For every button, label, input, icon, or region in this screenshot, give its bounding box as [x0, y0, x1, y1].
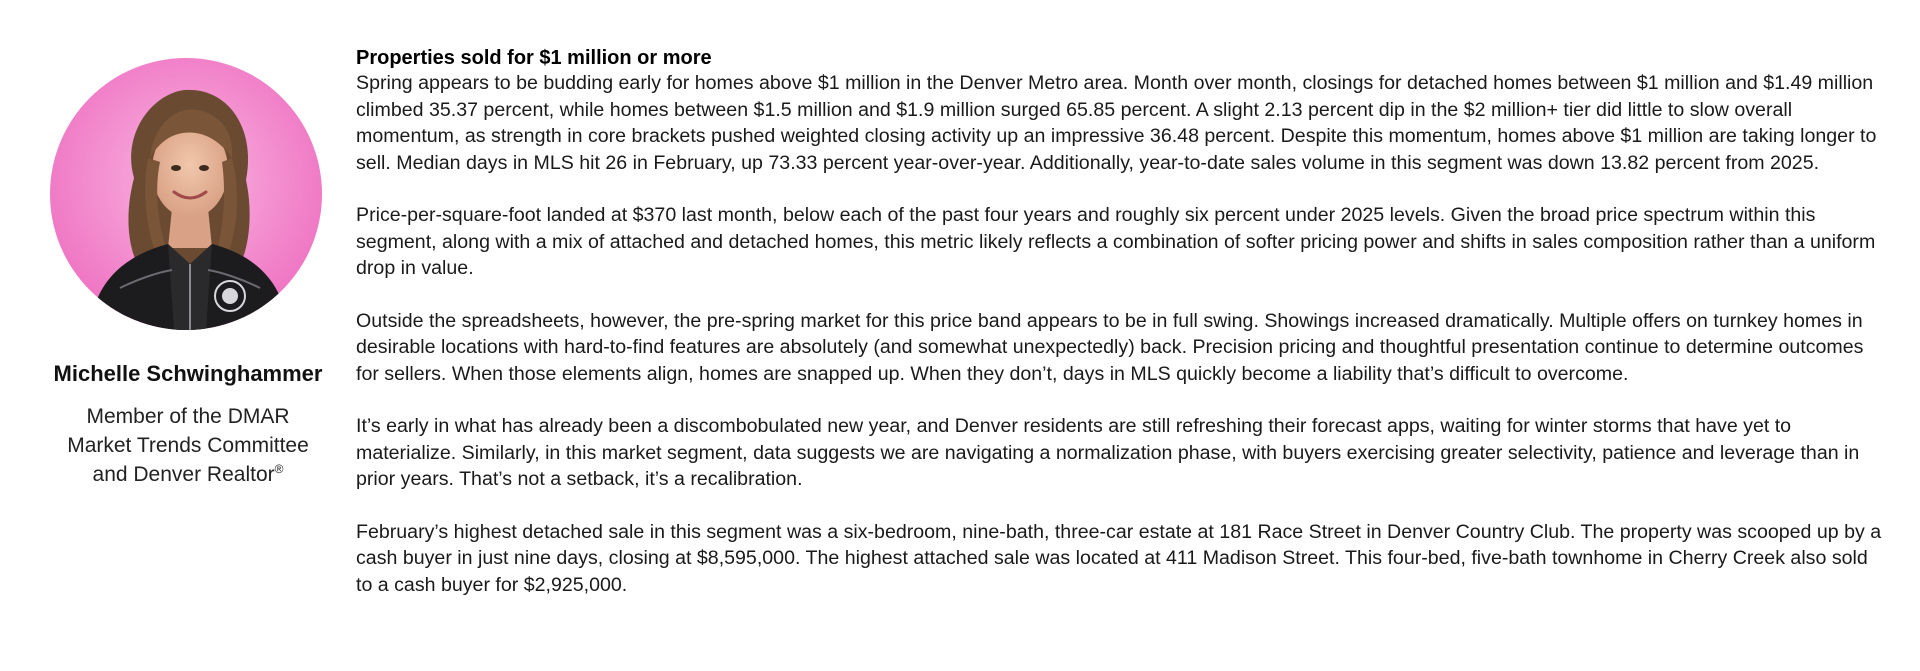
article-paragraph-4: It’s early in what has already been a discombobulated new year, and Denver residents are still refreshing their forecast apps, waiting for winter storms that have yet to materialize. Similarly, in this market segment, data suggests we are navigating a normalization phase, with buyers exercising greater selectivity, patience and leverage than in prior years. That’s not a setback, it’s a recalibration. — [356, 415, 1860, 490]
article-paragraph-3: Outside the spreadsheets, however, the pre-spring market for this price band appears to be in full swing. Showings increased dramatically. Multiple offers on turnkey homes in desirable locations with hard-to-find features are absolutely (and somewhat unexpectedly) back. Precision pricing and thoughtful presentation continue to determine outcomes for sellers. When those elements align, homes are snapped up. When they don’t, days in MLS quickly become a liability that’s difficult to overcome. — [356, 309, 1864, 385]
author-role-line-2: Market Trends Committee — [67, 434, 309, 457]
portrait-photo-icon — [50, 58, 322, 330]
author-role-line-3 — [38, 460, 338, 489]
article-paragraph-5: February’s highest detached sale in this segment was a six-bedroom, nine-bath, three-car estate at 181 Race Street in Denver Country Club. The property was scooped up by a cash buyer in just nine days, closing at $8,595,000. The highest attached sale was located at 411 Madison Street. This four-bed, five-bath townhome in Cherry Creek also sold to a cash buyer for $2,925,000. — [356, 520, 1882, 596]
author-role-line-3-text: and Denver Realtor — [92, 463, 275, 486]
article — [356, 46, 1886, 624]
article-title: Properties sold for $1 million or more — [356, 47, 712, 69]
author-role — [38, 402, 338, 489]
article-paragraph-1: Spring appears to be budding early for homes above $1 million in the Denver Metro area. Month over month, closings for detached homes between $1 million and $1.49 million climbed 35.37 percent, while homes between $1.5 million and $1.9 million surged 65.85 percent. A slight 2.13 percent dip in the $2 million+ tier did little to slow overall momentum, as strength in core brackets pushed weighted closing activity up an impressive 36.48 percent. Despite this momentum, homes above $1 million are taking longer to sell. Median days in MLS hit 26 in February, up 73.33 percent year-over-year. Additionally, year-to-date sales volume in this segment was down 13.82 percent from 2025. — [356, 72, 1877, 174]
registered-mark: ® — [274, 462, 284, 476]
article-paragraph-2: Price-per-square-foot landed at $370 last month, below each of the past four years and roughly six percent under 2025 levels. Given the broad price spectrum within this segment, along with a mix of attached and detached homes, this metric likely reflects a combination of softer pricing power and shifts in sales composition rather than a uniform drop in value. — [356, 204, 1876, 279]
author-role-line-1: Member of the DMAR — [86, 405, 290, 428]
author-name: Michelle Schwinghammer — [53, 361, 323, 386]
author-portrait — [50, 58, 322, 330]
